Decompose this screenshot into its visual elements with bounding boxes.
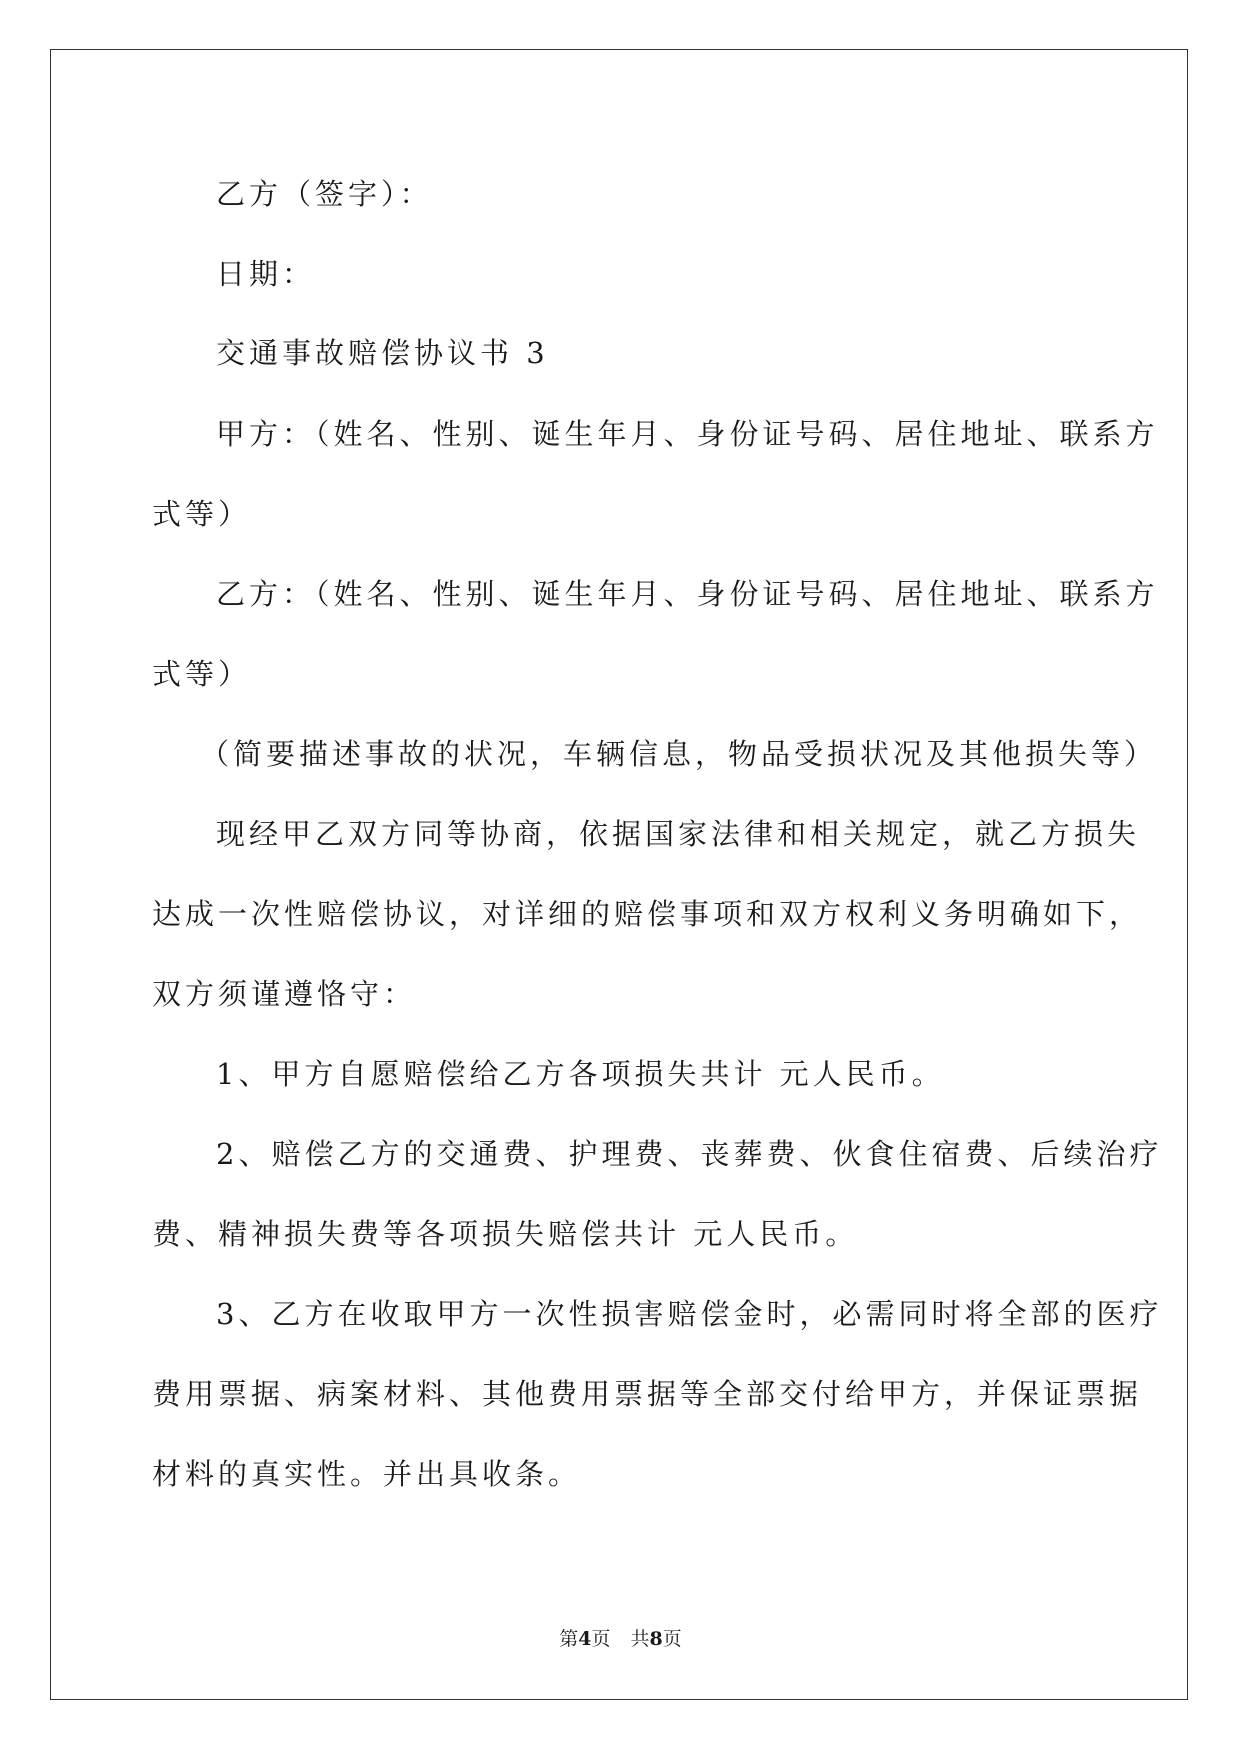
agreement-title: 交通事故赔偿协议书 3 — [216, 336, 549, 370]
total-suffix: 页 — [662, 1628, 682, 1650]
current-page-number: 4 — [578, 1628, 592, 1650]
page-prefix: 第 — [559, 1628, 579, 1650]
clause-2-line: 费、精神损失费等各项损失赔偿共计 元人民币。 — [152, 1217, 859, 1251]
party-a-info-line: 甲方：（姓名、性别、诞生年月、身份证号码、居住地址、联系方 — [216, 417, 1159, 451]
page-suffix: 页 — [591, 1628, 611, 1650]
party-b-info-line-cont: 式等） — [152, 657, 252, 691]
negotiation-paragraph-line: 双方须谨遵恪守： — [152, 977, 417, 1011]
clause-1-line: 1、甲方自愿赔偿给乙方各项损失共计 元人民币。 — [216, 1057, 945, 1091]
clause-3-line: 3、乙方在收取甲方一次性损害赔偿金时，必需同时将全部的医疗 — [216, 1297, 1163, 1331]
page-border — [50, 49, 1188, 1700]
page-footer — [0, 1624, 1241, 1651]
clause-3-line: 费用票据、病案材料、其他费用票据等全部交付给甲方，并保证票据 — [152, 1377, 1143, 1411]
negotiation-paragraph-line: 现经甲乙双方同等协商，依据国家法律和相关规定，就乙方损失 — [216, 817, 1141, 851]
party-a-info-line-cont: 式等） — [152, 497, 252, 531]
date-line: 日期： — [216, 257, 316, 291]
clause-2-line: 2、赔偿乙方的交通费、护理费、丧葬费、伙食住宿费、后续治疗 — [216, 1137, 1163, 1171]
party-b-info-line: 乙方：（姓名、性别、诞生年月、身份证号码、居住地址、联系方 — [216, 577, 1159, 611]
total-page-number: 8 — [649, 1628, 663, 1650]
accident-description-line: （简要描述事故的状况，车辆信息，物品受损状况及其他损失等） — [200, 737, 1158, 771]
party-b-signature-line: 乙方（签字）： — [216, 177, 433, 211]
clause-3-line: 材料的真实性。并出具收条。 — [152, 1457, 582, 1491]
negotiation-paragraph-line: 达成一次性赔偿协议，对详细的赔偿事项和双方权利义务明确如下， — [152, 897, 1143, 931]
total-prefix: 共 — [630, 1628, 650, 1650]
